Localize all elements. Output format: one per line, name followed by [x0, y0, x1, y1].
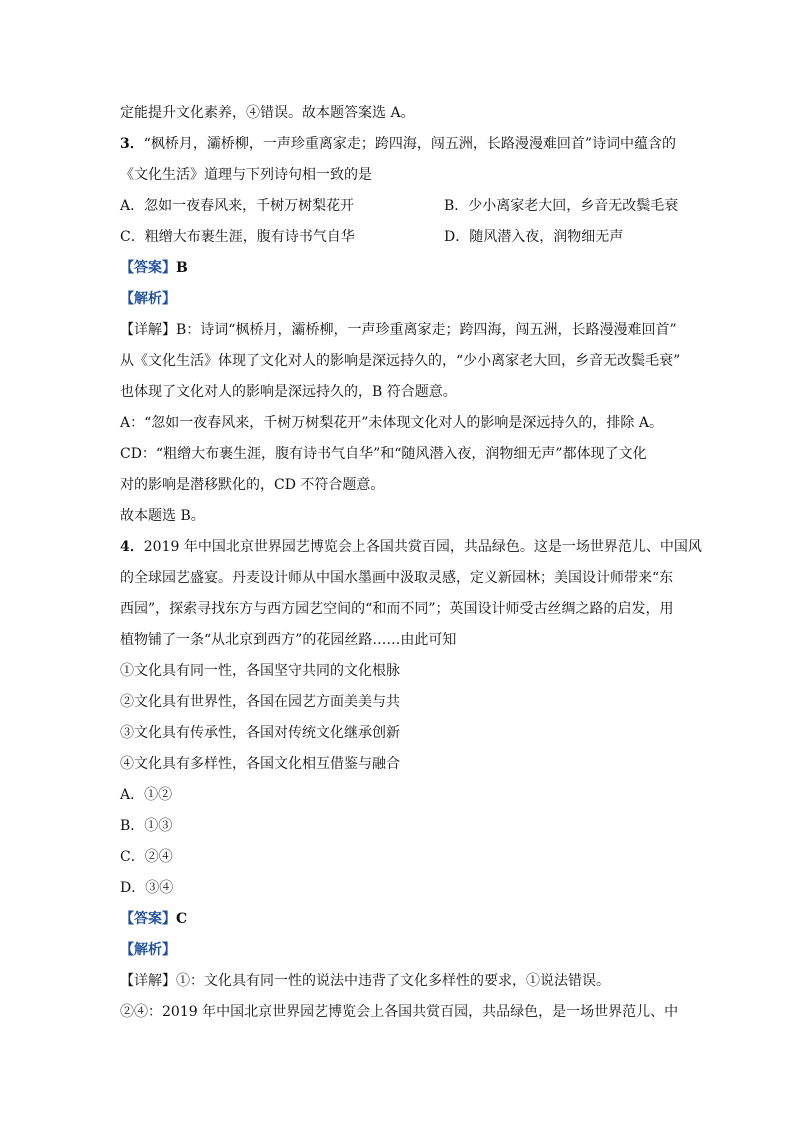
option-a: A．①② [120, 787, 173, 803]
detail-line [120, 971, 610, 991]
question-number: 4． [120, 539, 144, 555]
text-line: 故本题选 B。 [120, 508, 205, 524]
text-line: ①：文化具有同一性的说法中违背了文化多样性的要求，①说法错误。 [176, 973, 610, 989]
text-line: 对的影响是潜移默化的，CD 不符合题意。 [120, 477, 385, 493]
text-line: 《文化生活》道理与下列诗句相一致的是 [120, 167, 372, 183]
option-a: A．忽如一夜春风来，千树万树梨花开 [120, 198, 355, 214]
analysis-label: 【解析】 [120, 291, 176, 307]
answer-value: B [176, 260, 188, 276]
text-line: 西园”，探索寻找东方与西方园艺空间的“和而不同”；英国设计师受古丝绸之路的启发，用 [120, 601, 674, 617]
text-line: 也体现了文化对人的影响是深远持久的，B 符合题意。 [120, 384, 457, 400]
question-number: 3． [120, 136, 144, 152]
statement-1: ①文化具有同一性，各国坚守共同的文化根脉 [120, 663, 400, 679]
option-c: C．粗缯大布裹生涯，腹有诗书气自华 [120, 229, 355, 245]
option-d: D．③④ [120, 880, 174, 896]
text-line: ②④：2019 年中国北京世界园艺博览会上各国共赏百园，共品绿色，是一场世界范儿、中 [120, 1004, 679, 1020]
option-c: C．②④ [120, 849, 173, 865]
text-line: 从《文化生活》体现了文化对人的影响是深远持久的，“少小离家老大回，乡音无改鬓毛衰” [120, 353, 681, 369]
question-4-stem [120, 537, 702, 557]
text-line: 2019 年中国北京世界园艺博览会上各国共赏百园，共品绿色。这是一场世界范儿、中国风 [143, 539, 702, 555]
option-b: B．少小离家老大回，乡音无改鬓毛衰 [444, 198, 679, 214]
text-line: CD：“粗缯大布裹生涯，腹有诗书气自华”和“随风潜入夜，润物细无声”都体现了文化 [120, 446, 647, 462]
answer-line [120, 258, 188, 278]
analysis-label: 【解析】 [120, 942, 176, 958]
analysis-tag [120, 289, 176, 309]
detail-line [120, 320, 677, 340]
text-line: “枫桥月，灞桥柳，一声珍重离家走；跨四海，闯五洲，长路漫漫难回首”诗词中蕴含的 [143, 136, 677, 152]
text-line: 定能提升文化素养，④错误。故本题答案选 A。 [120, 105, 415, 121]
text-line: A：“忽如一夜春风来，千树万树梨花开”未体现文化对人的影响是深远持久的，排除 A。 [120, 415, 663, 431]
statement-2: ②文化具有世界性，各国在园艺方面美美与共 [120, 694, 400, 710]
option-d: D．随风潜入夜，润物细无声 [444, 229, 624, 245]
statement-4: ④文化具有多样性，各国文化相互借鉴与融合 [120, 756, 400, 772]
answer-tag: 【答案】 [120, 911, 176, 927]
text-line: 的全球园艺盛宴。丹麦设计师从中国水墨画中汲取灵感，定义新园林；美国设计师带来“东 [120, 570, 674, 586]
text-line: B：诗词“枫桥月，灞桥柳，一声珍重离家走；跨四海，闯五洲，长路漫漫难回首” [176, 322, 677, 338]
statement-3: ③文化具有传承性，各国对传统文化继承创新 [120, 725, 400, 741]
detail-tag: 【详解】 [120, 973, 176, 989]
question-3-stem [120, 134, 676, 154]
analysis-tag [120, 940, 176, 960]
answer-tag: 【答案】 [120, 260, 176, 276]
answer-value: C [176, 911, 188, 927]
detail-tag: 【详解】 [120, 322, 176, 338]
answer-line [120, 909, 187, 929]
option-b: B．①③ [120, 818, 173, 834]
text-line: 植物铺了一条“从北京到西方”的花园丝路……由此可知 [120, 632, 457, 648]
